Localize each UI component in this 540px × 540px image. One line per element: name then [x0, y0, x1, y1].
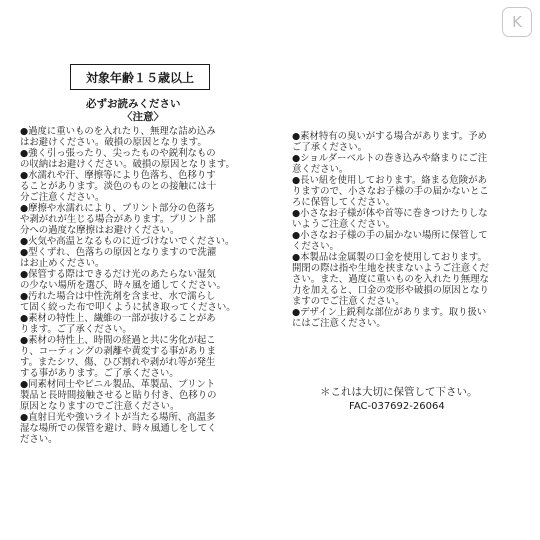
caution-item-line: ●強く引っ張ったり、尖ったものや鋭利なもの	[20, 148, 216, 159]
caution-item-line: いようご注意ください。	[292, 219, 396, 230]
product-code: FAC-037692-26064	[349, 401, 445, 412]
caution-item	[292, 230, 489, 252]
caution-item-line: ●摩擦や水濡れにより、プリント部分の色落ち	[20, 203, 216, 214]
caution-item	[20, 313, 236, 335]
caution-item-line: 原因となりますのでご注意ください。	[20, 401, 180, 412]
caution-item-line: ●直射日光や強いライトが当たる場所、高温多	[20, 412, 216, 423]
caution-item-line: ることがあります。淡色のものとの接触には十	[20, 181, 217, 192]
caution-item-line: ●水濡れや汗、摩擦等により色落ち、色移りす	[20, 170, 216, 181]
caution-item	[292, 131, 489, 153]
caution-item	[20, 203, 236, 236]
caution-item	[20, 269, 236, 291]
caution-list-left	[20, 126, 236, 445]
caution-item-line: ●素材特有の臭いがする場合があります。予め	[292, 131, 487, 142]
caution-item-line: す。またシワ、傷、ひび割れや剥がれ等が発生	[20, 357, 216, 368]
caution-item-line: はお避けください。破損の原因となります。	[20, 137, 207, 148]
caution-item	[20, 170, 236, 203]
caution-item-line: 力を加えると、口金の変形や破損の原因となり	[292, 285, 489, 296]
caution-item-line: や剥がれが生じる場合があります。プリント部	[20, 214, 216, 225]
caution-item-line: ください。	[292, 241, 339, 252]
caution-heading: 〈注意〉	[122, 111, 164, 123]
age-warning-box	[70, 64, 210, 90]
caution-item-line: ●過度に重いものを入れたり、無理な詰め込み	[20, 126, 216, 137]
caution-item-line: ●デザイン上鋭利な部位があります。取り扱い	[292, 307, 487, 318]
caution-item	[292, 307, 489, 329]
brand-logo-glyph: K	[512, 13, 522, 31]
caution-item	[20, 335, 236, 379]
caution-item-line: ご了承ください。	[292, 142, 368, 153]
caution-list-right	[292, 131, 489, 329]
caution-item-line: ●小さなお子様の手の届かない場所に保管して	[292, 230, 488, 241]
caution-item-line: 製品と長時間接触させると貼り付き、色移りの	[20, 390, 217, 401]
caution-item-line: りますので、小さなお子様の手の届かないとこ	[292, 186, 489, 197]
caution-item-line: の少ない場所を選び、時々風を通してください。	[20, 280, 226, 291]
caution-item	[20, 291, 236, 313]
caution-item-line: ろに保管してください。	[292, 197, 396, 208]
caution-item-line: ります。ご了承ください。	[20, 324, 132, 335]
caution-item-line: り、コーティングの剥離や黄変する事がありま	[20, 346, 216, 357]
must-read-heading: 必ずお読みください	[86, 98, 181, 110]
caution-item-line: する事があります。ご了承ください。	[20, 368, 179, 379]
caution-item	[20, 148, 236, 170]
caution-item-line: ●小さなお子様が体や首等に巻きつけたりしな	[292, 208, 488, 219]
caution-item	[20, 379, 236, 412]
caution-item	[20, 236, 236, 247]
caution-item-line: ますのでご注意ください。	[292, 296, 405, 307]
caution-item-line: ●素材の特性上、時間の経過と共に劣化が起こ	[20, 335, 216, 346]
caution-item	[292, 175, 489, 208]
caution-item-line: ●長い紐を使用しております。絡まる危険があ	[292, 175, 487, 186]
caution-item-line: ●本製品は金属製の口金を使用しております。	[292, 252, 487, 263]
brand-logo	[502, 7, 532, 37]
storage-note: ＊これは大切に保管して下さい。	[320, 386, 478, 398]
caution-item	[292, 153, 489, 175]
caution-item	[20, 247, 236, 269]
caution-item-line: 開閉の際は指や生地を挟まないようご注意くだ	[292, 263, 489, 274]
caution-item	[20, 412, 236, 445]
caution-item-line: ださい。	[20, 434, 58, 445]
caution-item-line: ●保管する際はできるだけ光のあたらない湿気	[20, 269, 216, 280]
caution-item-line: 分ご注意ください。	[20, 192, 105, 203]
caution-item	[20, 126, 236, 148]
age-warning-label: 対象年齢１５歳以上	[85, 70, 194, 85]
caution-item-line: ●型くずれ、色落ちの原因となりますので洗濯	[20, 247, 217, 258]
caution-item	[292, 252, 489, 307]
caution-item-line: 分への過度な摩擦はお避けください。	[20, 225, 180, 236]
caution-item-line: にはご注意ください。	[292, 318, 386, 329]
caution-item-line: ●汚れた場合は中性洗剤を含ませ、水で濡らし	[20, 291, 216, 302]
caution-item-line: さい。また、過度に重いものを入れたり無理な	[292, 274, 489, 285]
caution-item	[292, 208, 489, 230]
caution-item-line: ●素材の特性上、繊維の一部が抜けることがあ	[20, 313, 216, 324]
caution-item-line: の収納はお避けください。破損の原因となります。	[20, 159, 235, 170]
caution-item-line: ●同素材同士やビニル製品、革製品、プリント	[20, 379, 216, 390]
caution-item-line: 湿な場所での保管を避け、時々風通しをしてく	[20, 423, 217, 434]
caution-item-line: ●ショルダーベルトの巻き込みや絡まりにご注	[292, 153, 488, 164]
caution-item-line: ●火気や高温となるものに近づけないでください。	[20, 236, 235, 247]
caution-item-line: て固く絞った布で叩くように拭き取ってください。	[20, 302, 236, 313]
caution-item-line: はお止めください。	[20, 258, 105, 269]
caution-item-line: 意ください。	[292, 164, 349, 175]
